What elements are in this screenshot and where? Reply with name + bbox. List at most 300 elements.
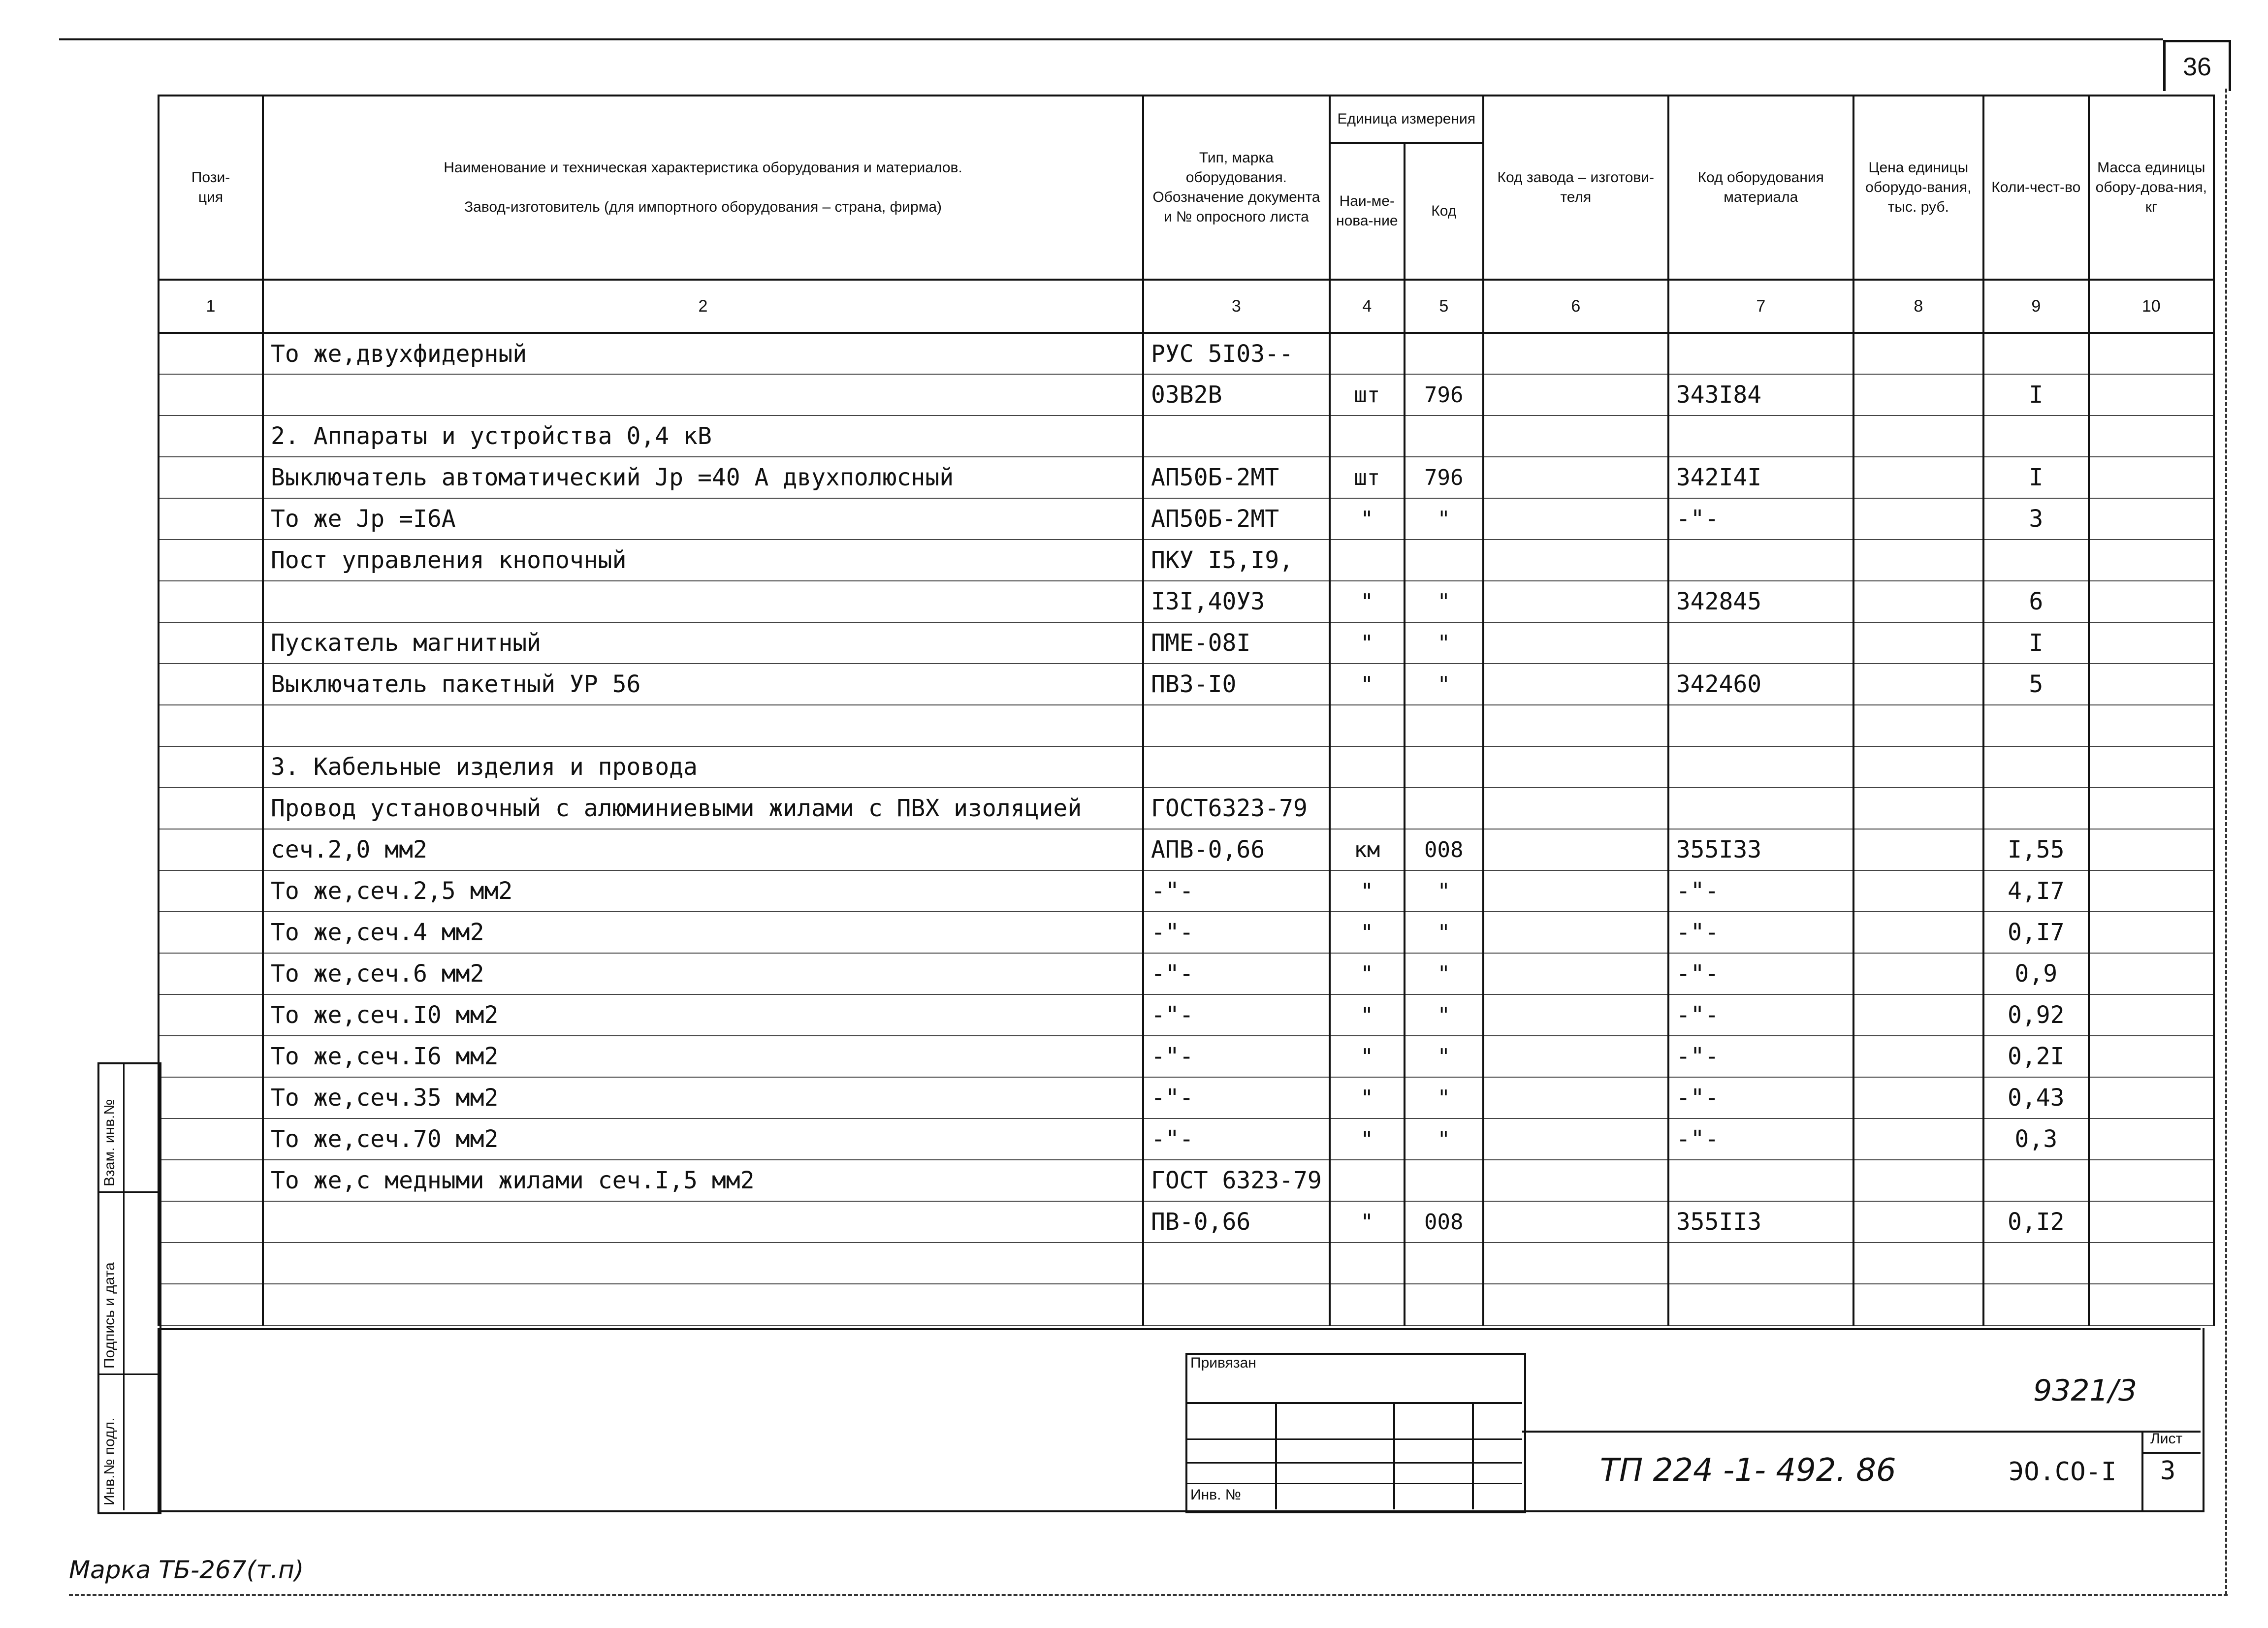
cell-type <box>1143 415 1330 457</box>
marka-label: Марка ТБ-267(т.п) <box>69 1556 304 1584</box>
cell-unit-code: " <box>1405 953 1483 994</box>
cell-type: АП50Б-2МТ <box>1143 498 1330 540</box>
cell-name: То же,сеч.6 мм2 <box>263 953 1143 994</box>
cell-unit-name: шт <box>1330 374 1405 415</box>
column-number-row <box>159 280 2214 333</box>
cell-position <box>159 498 263 540</box>
cell-unit-code: " <box>1405 1036 1483 1077</box>
col-header-unit-name: Наи-ме-нова-ние <box>1331 144 1406 279</box>
cell-name: То же,сеч.I6 мм2 <box>263 1036 1143 1077</box>
cell-quantity <box>1983 788 2089 829</box>
cell-unit-code: 008 <box>1405 829 1483 870</box>
cell-unit-name <box>1330 540 1405 581</box>
cell-mass <box>2089 912 2214 953</box>
cell-name: 3. Кабельные изделия и провода <box>263 746 1143 788</box>
cell-price <box>1853 705 1983 746</box>
list-cell-divider <box>2141 1431 2143 1510</box>
cell-plant-code <box>1483 1284 1668 1325</box>
cell-type: -"- <box>1143 870 1330 912</box>
cell-unit-name <box>1330 746 1405 788</box>
col-header-position: Пози- ция <box>159 96 263 280</box>
table-row <box>159 622 2214 664</box>
cell-name <box>263 1243 1143 1284</box>
table-body <box>159 333 2214 1325</box>
cell-name <box>263 1201 1143 1243</box>
cell-position <box>159 664 263 705</box>
cell-position <box>159 1118 263 1160</box>
col-number: 1 <box>159 280 263 333</box>
inv-label: Инв. № <box>1190 1487 1241 1503</box>
cell-unit-name <box>1330 1160 1405 1201</box>
cell-mass <box>2089 953 2214 994</box>
cell-price <box>1853 994 1983 1036</box>
cell-plant-code <box>1483 1077 1668 1118</box>
cell-unit-code: 796 <box>1405 457 1483 498</box>
cell-type: РУС 5I03-- <box>1143 333 1330 374</box>
cell-price <box>1853 746 1983 788</box>
table-row <box>159 374 2214 415</box>
unit-group-label: Единица измерения <box>1331 96 1482 144</box>
table-row <box>159 1201 2214 1243</box>
cell-price <box>1853 829 1983 870</box>
cell-plant-code <box>1483 994 1668 1036</box>
col-number: 3 <box>1143 280 1330 333</box>
table-row <box>159 415 2214 457</box>
cell-quantity: 6 <box>1983 581 2089 622</box>
cell-material-code: 342I4I <box>1668 457 1853 498</box>
list-cell-divider <box>2141 1452 2201 1454</box>
cell-quantity <box>1983 415 2089 457</box>
col-number: 6 <box>1483 280 1668 333</box>
cell-type: ПМЕ-08I <box>1143 622 1330 664</box>
cell-mass <box>2089 540 2214 581</box>
cell-mass <box>2089 1077 2214 1118</box>
cell-mass <box>2089 788 2214 829</box>
cell-plant-code <box>1483 581 1668 622</box>
cell-type: -"- <box>1143 1118 1330 1160</box>
side-strip-divider <box>97 1373 158 1375</box>
cell-material-code: -"- <box>1668 953 1853 994</box>
cell-mass <box>2089 829 2214 870</box>
cell-type: ГОСТ 6323-79 <box>1143 1160 1330 1201</box>
cell-unit-name <box>1330 333 1405 374</box>
cell-material-code <box>1668 333 1853 374</box>
cell-position <box>159 705 263 746</box>
cell-plant-code <box>1483 912 1668 953</box>
cell-name: То же,сеч.I0 мм2 <box>263 994 1143 1036</box>
privyazan-grid-line <box>1393 1402 1395 1509</box>
col-header-mass: Масса единицы обору-дова-ния, кг <box>2089 96 2214 280</box>
cell-unit-code <box>1405 1284 1483 1325</box>
table-row <box>159 457 2214 498</box>
cell-name: Провод установочный с алюминиевыми жилами с ПВХ изоляцией <box>263 788 1143 829</box>
table-row <box>159 788 2214 829</box>
cell-unit-code <box>1405 540 1483 581</box>
cell-plant-code <box>1483 870 1668 912</box>
cell-unit-code: " <box>1405 498 1483 540</box>
cell-mass <box>2089 1284 2214 1325</box>
privyazan-grid-line <box>1275 1402 1277 1509</box>
cell-plant-code <box>1483 374 1668 415</box>
cell-type: 03В2В <box>1143 374 1330 415</box>
cell-type: -"- <box>1143 1036 1330 1077</box>
side-inv-podl: Инв.№ подл. <box>101 1417 118 1505</box>
cell-name: То же Jр =I6А <box>263 498 1143 540</box>
cell-material-code <box>1668 705 1853 746</box>
cell-material-code: 343I84 <box>1668 374 1853 415</box>
cell-material-code: 342460 <box>1668 664 1853 705</box>
table-row <box>159 953 2214 994</box>
cell-mass <box>2089 1201 2214 1243</box>
cell-plant-code <box>1483 1201 1668 1243</box>
cell-material-code: 355II3 <box>1668 1201 1853 1243</box>
privyazan-grid-line <box>1472 1402 1474 1509</box>
cell-quantity <box>1983 1284 2089 1325</box>
cell-quantity: 0,2I <box>1983 1036 2089 1077</box>
cell-price <box>1853 788 1983 829</box>
cell-unit-name: " <box>1330 581 1405 622</box>
cell-plant-code <box>1483 1243 1668 1284</box>
cell-plant-code <box>1483 457 1668 498</box>
cell-plant-code <box>1483 1160 1668 1201</box>
list-value: 3 <box>2160 1456 2176 1486</box>
header-row <box>159 96 2214 280</box>
col-number: 5 <box>1405 280 1483 333</box>
section-code: ЭО.СО-I <box>2009 1457 2117 1487</box>
stamp-number: 9321/3 <box>2033 1373 2138 1408</box>
cell-price <box>1853 540 1983 581</box>
table-row <box>159 664 2214 705</box>
cell-name: То же,сеч.35 мм2 <box>263 1077 1143 1118</box>
cell-type: АП50Б-2МТ <box>1143 457 1330 498</box>
cell-plant-code <box>1483 1118 1668 1160</box>
cell-price <box>1853 457 1983 498</box>
cell-unit-code: " <box>1405 1077 1483 1118</box>
cell-price <box>1853 498 1983 540</box>
cell-unit-code: 008 <box>1405 1201 1483 1243</box>
cell-material-code: 355I33 <box>1668 829 1853 870</box>
cell-plant-code <box>1483 415 1668 457</box>
cell-unit-code: " <box>1405 994 1483 1036</box>
cell-unit-name <box>1330 1243 1405 1284</box>
cell-mass <box>2089 746 2214 788</box>
cell-type <box>1143 1284 1330 1325</box>
cell-type: ПВЗ-I0 <box>1143 664 1330 705</box>
cell-name: сеч.2,0 мм2 <box>263 829 1143 870</box>
cell-price <box>1853 664 1983 705</box>
cell-name: Выключатель автоматический Jр =40 А двухполюсный <box>263 457 1143 498</box>
cell-unit-name: " <box>1330 498 1405 540</box>
cell-mass <box>2089 374 2214 415</box>
cell-price <box>1853 581 1983 622</box>
col-header-type: Тип, марка оборудования. Обозначение документа и № опросного листа <box>1143 96 1330 280</box>
cell-unit-code: " <box>1405 664 1483 705</box>
cell-unit-code <box>1405 1243 1483 1284</box>
cell-position <box>159 457 263 498</box>
specification-table <box>158 95 2215 1326</box>
cell-material-code: -"- <box>1668 1036 1853 1077</box>
table-row <box>159 1243 2214 1284</box>
cell-unit-name <box>1330 788 1405 829</box>
cell-unit-name: " <box>1330 994 1405 1036</box>
cell-plant-code <box>1483 746 1668 788</box>
cell-price <box>1853 953 1983 994</box>
cell-plant-code <box>1483 333 1668 374</box>
cell-unit-code: " <box>1405 870 1483 912</box>
cell-position <box>159 581 263 622</box>
cell-unit-name: " <box>1330 664 1405 705</box>
cell-quantity <box>1983 333 2089 374</box>
cell-plant-code <box>1483 829 1668 870</box>
side-strip-divider <box>123 1062 125 1510</box>
cell-material-code <box>1668 622 1853 664</box>
cell-price <box>1853 1160 1983 1201</box>
cell-mass <box>2089 415 2214 457</box>
table-row <box>159 498 2214 540</box>
cell-material-code <box>1668 1243 1853 1284</box>
table-row <box>159 1160 2214 1201</box>
table-row <box>159 1284 2214 1325</box>
cell-quantity: 0,92 <box>1983 994 2089 1036</box>
cell-position <box>159 1160 263 1201</box>
table-row <box>159 746 2214 788</box>
cell-mass <box>2089 1243 2214 1284</box>
cell-material-code <box>1668 746 1853 788</box>
col-header-unit-group <box>1330 96 1483 280</box>
cell-position <box>159 1243 263 1284</box>
cell-material-code: -"- <box>1668 912 1853 953</box>
cell-position <box>159 746 263 788</box>
title-block <box>158 1328 2204 1512</box>
col-header-quantity: Коли-чест-во <box>1983 96 2089 280</box>
cell-unit-name: км <box>1330 829 1405 870</box>
cell-type <box>1143 1243 1330 1284</box>
privyazan-label: Привязан <box>1190 1355 1256 1371</box>
cell-price <box>1853 374 1983 415</box>
cell-price <box>1853 870 1983 912</box>
cell-type: АПВ-0,66 <box>1143 829 1330 870</box>
col-number: 4 <box>1330 280 1405 333</box>
table-row <box>159 581 2214 622</box>
cell-plant-code <box>1483 622 1668 664</box>
cell-position <box>159 622 263 664</box>
cell-quantity <box>1983 705 2089 746</box>
cell-type: I3I,40У3 <box>1143 581 1330 622</box>
cell-price <box>1853 1077 1983 1118</box>
cell-unit-name <box>1330 415 1405 457</box>
cell-price <box>1853 333 1983 374</box>
cell-unit-name: " <box>1330 1118 1405 1160</box>
cell-mass <box>2089 581 2214 622</box>
cell-type: -"- <box>1143 994 1330 1036</box>
cell-price <box>1853 1201 1983 1243</box>
cell-material-code: 342845 <box>1668 581 1853 622</box>
cell-material-code <box>1668 1284 1853 1325</box>
table-row <box>159 1036 2214 1077</box>
cell-mass <box>2089 870 2214 912</box>
cell-quantity <box>1983 1243 2089 1284</box>
cell-name: То же,сеч.2,5 мм2 <box>263 870 1143 912</box>
cell-material-code: -"- <box>1668 1077 1853 1118</box>
document-code: ТП 224 -1- 492. 86 <box>1600 1452 1896 1489</box>
cell-price <box>1853 1118 1983 1160</box>
cell-unit-name: " <box>1330 1036 1405 1077</box>
cell-mass <box>2089 333 2214 374</box>
cell-name: Пост управления кнопочный <box>263 540 1143 581</box>
cell-material-code: -"- <box>1668 498 1853 540</box>
top-border-line <box>59 38 2163 40</box>
cell-quantity: I,55 <box>1983 829 2089 870</box>
cell-mass <box>2089 1160 2214 1201</box>
cell-mass <box>2089 1118 2214 1160</box>
cell-unit-code <box>1405 1160 1483 1201</box>
cell-price <box>1853 415 1983 457</box>
cell-plant-code <box>1483 705 1668 746</box>
cell-name: То же,сеч.4 мм2 <box>263 912 1143 953</box>
table-row <box>159 540 2214 581</box>
cell-position <box>159 953 263 994</box>
side-podpis: Подпись и дата <box>101 1262 118 1369</box>
cell-plant-code <box>1483 1036 1668 1077</box>
cell-unit-name: " <box>1330 870 1405 912</box>
cell-material-code <box>1668 415 1853 457</box>
cell-unit-code <box>1405 415 1483 457</box>
cell-unit-name: " <box>1330 1201 1405 1243</box>
table-row <box>159 333 2214 374</box>
cell-quantity <box>1983 540 2089 581</box>
cell-position <box>159 1284 263 1325</box>
cell-material-code <box>1668 540 1853 581</box>
cell-name <box>263 1284 1143 1325</box>
col-number: 9 <box>1983 280 2089 333</box>
table-row <box>159 1077 2214 1118</box>
cell-position <box>159 788 263 829</box>
cell-name <box>263 705 1143 746</box>
cell-name: То же,сеч.70 мм2 <box>263 1118 1143 1160</box>
cell-position <box>159 912 263 953</box>
cell-mass <box>2089 498 2214 540</box>
cell-unit-name: " <box>1330 1077 1405 1118</box>
cell-unit-name: " <box>1330 953 1405 994</box>
cell-unit-code <box>1405 333 1483 374</box>
cell-mass <box>2089 622 2214 664</box>
cell-quantity: I <box>1983 457 2089 498</box>
cell-position <box>159 829 263 870</box>
table-row <box>159 1118 2214 1160</box>
cell-material-code: -"- <box>1668 994 1853 1036</box>
col-number: 10 <box>2089 280 2214 333</box>
cell-type <box>1143 746 1330 788</box>
cell-quantity: I <box>1983 374 2089 415</box>
cell-type: ГОСТ6323-79 <box>1143 788 1330 829</box>
table-row <box>159 829 2214 870</box>
cell-quantity: 0,3 <box>1983 1118 2089 1160</box>
col-header-name: Наименование и техническая характеристика оборудования и материалов. Завод-изготовитель (для импортного оборудования – страна, фирма) <box>263 96 1143 280</box>
cell-position <box>159 333 263 374</box>
cell-unit-code <box>1405 746 1483 788</box>
cell-position <box>159 1201 263 1243</box>
cell-quantity: 4,I7 <box>1983 870 2089 912</box>
cell-unit-code: 796 <box>1405 374 1483 415</box>
cell-quantity: 5 <box>1983 664 2089 705</box>
cell-type: -"- <box>1143 1077 1330 1118</box>
cell-price <box>1853 912 1983 953</box>
cell-name: Пускатель магнитный <box>263 622 1143 664</box>
cell-type: ПВ-0,66 <box>1143 1201 1330 1243</box>
cell-unit-name: " <box>1330 622 1405 664</box>
cell-type: -"- <box>1143 912 1330 953</box>
table-row <box>159 870 2214 912</box>
cell-quantity <box>1983 1160 2089 1201</box>
cell-price <box>1853 622 1983 664</box>
col-header-material-code: Код оборудования материала <box>1668 96 1853 280</box>
col-number: 2 <box>263 280 1143 333</box>
cell-unit-code: " <box>1405 622 1483 664</box>
col-header-unit-code: Код <box>1431 203 1457 219</box>
cell-unit-name: " <box>1330 912 1405 953</box>
cell-name: 2. Аппараты и устройства 0,4 кВ <box>263 415 1143 457</box>
cell-plant-code <box>1483 788 1668 829</box>
cell-price <box>1853 1284 1983 1325</box>
side-vzam: Взам. инв.№ <box>101 1099 118 1186</box>
cell-type <box>1143 705 1330 746</box>
table-row <box>159 912 2214 953</box>
cell-name: То же,двухфидерный <box>263 333 1143 374</box>
cell-plant-code <box>1483 498 1668 540</box>
col-header-plant-code: Код завода – изготови-теля <box>1483 96 1668 280</box>
cell-unit-code <box>1405 788 1483 829</box>
cell-unit-code <box>1405 705 1483 746</box>
stamp-line <box>1522 1431 2201 1433</box>
cell-position <box>159 1036 263 1077</box>
cell-price <box>1853 1243 1983 1284</box>
cell-mass <box>2089 457 2214 498</box>
cell-name: Выключатель пакетный УР 56 <box>263 664 1143 705</box>
cell-quantity: 3 <box>1983 498 2089 540</box>
cell-mass <box>2089 1036 2214 1077</box>
cell-price <box>1853 1036 1983 1077</box>
cell-unit-name <box>1330 1284 1405 1325</box>
cell-unit-code: " <box>1405 912 1483 953</box>
cell-position <box>159 870 263 912</box>
cell-plant-code <box>1483 540 1668 581</box>
cell-mass <box>2089 705 2214 746</box>
cell-unit-code: " <box>1405 1118 1483 1160</box>
list-label: Лист <box>2150 1431 2183 1447</box>
cell-plant-code <box>1483 664 1668 705</box>
cell-quantity <box>1983 746 2089 788</box>
cell-material-code <box>1668 788 1853 829</box>
cell-name: То же,с медными жилами сеч.I,5 мм2 <box>263 1160 1143 1201</box>
cell-name <box>263 581 1143 622</box>
bottom-cut-line <box>69 1594 2228 1596</box>
cell-material-code <box>1668 1160 1853 1201</box>
cell-position <box>159 540 263 581</box>
cell-quantity: I <box>1983 622 2089 664</box>
cell-material-code: -"- <box>1668 870 1853 912</box>
cell-type: ПКУ I5,I9, <box>1143 540 1330 581</box>
cell-position <box>159 994 263 1036</box>
cell-mass <box>2089 664 2214 705</box>
cell-quantity: 0,I7 <box>1983 912 2089 953</box>
cell-unit-code: " <box>1405 581 1483 622</box>
col-number: 8 <box>1853 280 1983 333</box>
cell-name <box>263 374 1143 415</box>
table-row <box>159 994 2214 1036</box>
cell-position <box>159 415 263 457</box>
side-strip-divider <box>97 1191 158 1193</box>
cell-type: -"- <box>1143 953 1330 994</box>
